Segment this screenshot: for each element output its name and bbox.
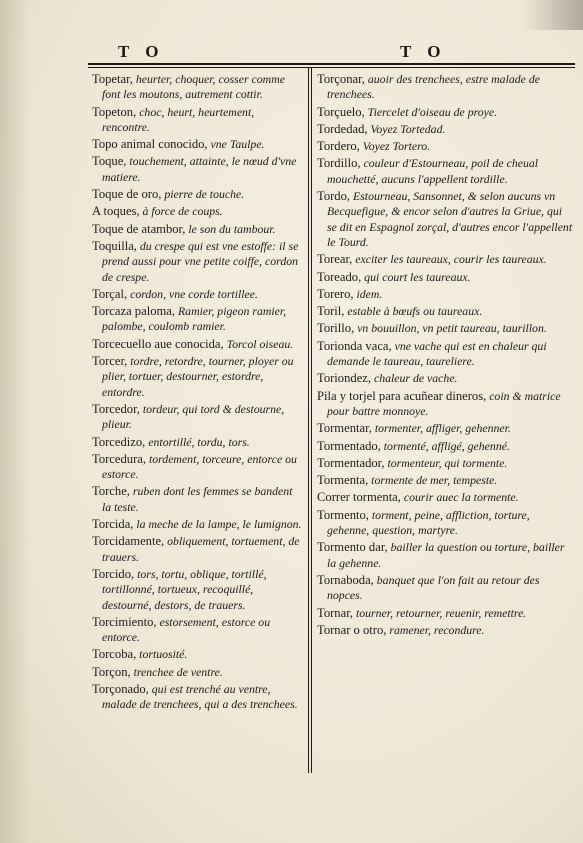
column-divider	[308, 68, 309, 773]
entry-headword: Torçuelo,	[317, 104, 365, 119]
entry-headword: Torcaza paloma,	[92, 304, 176, 319]
entry-headword: Torcedura,	[92, 451, 147, 466]
dictionary-entry	[92, 534, 304, 565]
entry-headword: Topetar,	[92, 72, 133, 86]
entry-definition: ruben dont les femmes se bandent la teste.	[102, 484, 293, 514]
entry-headword: Correr tormenta,	[317, 490, 401, 505]
dictionary-entry	[92, 72, 304, 103]
entry-headword: Torcoba,	[92, 647, 137, 662]
entry-definition: tors, tortu, oblique, tortillé, tortillonné, tortueux, recoquillé, destourné, destors, de trauers.	[102, 566, 267, 612]
dictionary-entry	[92, 665, 304, 680]
entry-definition: tordre, retordre, tourner, ployer ou plier, tortuer, destourner, estordre, entordre.	[102, 354, 294, 399]
entry-definition: heurter, choquer, cosser comme font les moutons, autrement cottir.	[102, 72, 285, 102]
entry-definition: trenchee de ventre.	[130, 664, 223, 679]
dictionary-entry	[92, 304, 304, 335]
dictionary-entry	[92, 337, 304, 352]
entry-definition: pierre de touche.	[161, 187, 245, 202]
dictionary-entry	[317, 490, 573, 505]
dictionary-entry	[317, 304, 573, 319]
dictionary-entry	[92, 137, 304, 152]
entry-headword: Torcimiento,	[92, 614, 157, 629]
entry-headword: A toques,	[92, 204, 140, 219]
entry-definition: torment, peine, affliction, torture, gehenne, question, martyre.	[327, 507, 530, 538]
entry-headword: Tornaboda,	[317, 572, 374, 587]
entry-headword: Torillo,	[317, 321, 355, 336]
entry-definition: estorsement, estorce ou entorce.	[102, 614, 271, 645]
dictionary-entry	[92, 615, 304, 646]
entry-headword: Torçon,	[92, 664, 131, 679]
entry-definition: Voyez Tortero.	[359, 139, 431, 154]
entry-definition: tordeur, qui tord & destourne, plieur.	[102, 401, 285, 432]
entry-definition: qui court les taureaux.	[361, 269, 471, 284]
dictionary-entry	[317, 122, 573, 137]
dictionary-entry	[92, 435, 304, 450]
entry-headword: Torche,	[92, 484, 130, 499]
entry-headword: Topo animal conocido,	[92, 137, 208, 152]
dictionary-entry	[92, 222, 304, 237]
entry-headword: Torçonar,	[317, 72, 365, 86]
entry-definition: idem.	[353, 286, 383, 301]
dictionary-entry	[317, 339, 573, 370]
entry-headword: Toque,	[92, 154, 127, 169]
dictionary-entry	[317, 72, 573, 103]
entry-headword: Tornar,	[317, 605, 354, 620]
entry-headword: Torcido,	[92, 566, 135, 581]
dictionary-entry	[317, 389, 573, 420]
right-column	[317, 72, 573, 640]
entry-headword: Toque de oro,	[92, 187, 162, 202]
dictionary-entry	[317, 156, 573, 187]
dictionary-entry	[317, 606, 573, 621]
entry-definition: obliquement, tortuement, de trauers.	[102, 534, 300, 564]
entry-definition: Estourneau, Sansonnet, & selon aucuns vn Becquefigue, & encor selon d'autres la Griue, qui se dit en Espagnol zorçal, d'autres encor l'appellent le Tourd.	[327, 189, 573, 249]
dictionary-entry	[92, 239, 304, 285]
entry-definition: vne Taulpe.	[207, 137, 265, 152]
entry-definition: bailler la question ou torture, bailler la gehenne.	[327, 540, 565, 570]
entry-definition: du crespe qui est vne estoffe: il se prend aussi pour vne petite coiffe, cordon de crespe.	[102, 238, 299, 284]
dictionary-entry	[317, 573, 573, 604]
entry-definition: Tiercelet d'oiseau de proye.	[364, 104, 498, 119]
entry-definition: estable à bœufs ou taureaux.	[344, 304, 483, 319]
dictionary-entry	[317, 473, 573, 488]
dictionary-entry	[92, 105, 304, 136]
entry-definition: tordement, torceure, entorce ou estorce.	[102, 451, 297, 482]
entry-headword: Toque de atambor,	[92, 221, 186, 236]
dictionary-entry	[92, 517, 304, 532]
entry-headword: Tormentado,	[317, 438, 381, 453]
dictionary-entry	[317, 623, 573, 638]
entry-headword: Tormentar,	[317, 421, 372, 436]
entry-definition: couleur d'Estourneau, poil de cheual mouchetté, aucuns l'appellent tordille.	[327, 156, 539, 186]
entry-headword: Tordero,	[317, 139, 360, 154]
entry-definition: tourner, retourner, reuenir, remettre.	[353, 605, 527, 620]
entry-definition: à force de coups.	[139, 204, 223, 219]
entry-headword: Topeton,	[92, 104, 137, 119]
dictionary-entry	[317, 456, 573, 471]
dictionary-entry	[317, 252, 573, 267]
dictionary-entry	[317, 371, 573, 386]
entry-headword: Torçal,	[92, 286, 128, 301]
entry-headword: Tormenta,	[317, 473, 369, 488]
entry-definition: courir auec la tormente.	[400, 490, 519, 505]
entry-definition: coin & matrice pour battre monnoye.	[327, 388, 561, 418]
entry-definition: entortillé, tordu, tors.	[145, 434, 250, 449]
dictionary-entry	[92, 154, 304, 185]
header-rule	[88, 63, 575, 65]
entry-definition: chaleur de vache.	[371, 371, 458, 386]
dictionary-entry	[317, 439, 573, 454]
entry-definition: tormenté, affligé, gehenné.	[380, 438, 510, 453]
dictionary-entry	[317, 540, 573, 571]
entry-definition: ramener, recondure.	[386, 622, 485, 637]
entry-headword: Tornar o otro,	[317, 622, 387, 637]
corner-shadow	[523, 0, 583, 30]
entry-definition: touchement, attainte, le nœud d'vne matiere.	[102, 154, 297, 184]
entry-headword: Toril,	[317, 304, 345, 319]
entry-definition: Voyez Tortedad.	[367, 121, 446, 136]
entry-headword: Tordedad,	[317, 121, 368, 136]
header-left: T O	[118, 42, 165, 61]
dictionary-entry	[317, 189, 573, 250]
entry-headword: Tormentador,	[317, 455, 385, 470]
dictionary-entry	[92, 402, 304, 433]
entry-definition: la meche de la lampe, le lumignon.	[133, 517, 302, 532]
entry-headword: Toreado,	[317, 269, 362, 284]
entry-definition: exciter les taureaux, courir les taureaux.	[352, 252, 547, 267]
dictionary-entry	[317, 508, 573, 539]
entry-definition: vn bouuillon, vn petit taureau, taurillon.	[354, 321, 547, 336]
entry-headword: Tormento dar,	[317, 540, 388, 555]
entry-headword: Torcer,	[92, 354, 128, 369]
header-rule-thin	[88, 67, 575, 68]
left-column	[92, 72, 304, 715]
entry-definition: qui est trenché au ventre, malade de trenchees, qui a des trenchees.	[102, 681, 298, 712]
dictionary-entry	[92, 567, 304, 613]
dictionary-entry	[317, 321, 573, 336]
dictionary-entry	[317, 270, 573, 285]
entry-headword: Torcida,	[92, 517, 134, 532]
entry-headword: Pila y torjel para acuñear dineros,	[317, 388, 487, 403]
dictionary-entry	[317, 139, 573, 154]
entry-definition: tormenteur, qui tormente.	[384, 455, 508, 470]
entry-definition: vne vache qui est en chaleur qui demande le taureau, taureliere.	[327, 338, 547, 369]
entry-definition: le son du tambour.	[185, 221, 276, 236]
entry-definition: Torcol oiseau.	[223, 336, 294, 351]
entry-definition: cordon, vne corde tortillee.	[127, 286, 258, 301]
running-header	[88, 44, 575, 60]
entry-headword: Tordo,	[317, 189, 351, 204]
entry-headword: Torionda vaca,	[317, 338, 392, 353]
entry-headword: Toquilla,	[92, 238, 137, 253]
entry-headword: Torcidamente,	[92, 534, 165, 549]
entry-definition: auoir des trenchees, estre malade de trenchees.	[327, 72, 540, 102]
dictionary-entry	[92, 452, 304, 483]
entry-headword: Torero,	[317, 286, 354, 301]
entry-definition: tormenter, affliger, gehenner.	[371, 421, 511, 436]
entry-headword: Torçonado,	[92, 681, 149, 696]
entry-definition: tortuosité.	[136, 647, 188, 662]
entry-definition: Ramier, pigeon ramier, palombe, coulomb ramier.	[102, 304, 287, 334]
dictionary-entry	[317, 421, 573, 436]
binding-shadow	[0, 0, 30, 843]
entry-definition: tormente de mer, tempeste.	[368, 473, 498, 488]
entry-headword: Torcecuello aue conocida,	[92, 336, 224, 351]
entry-headword: Tormento,	[317, 507, 369, 522]
dictionary-entry	[92, 287, 304, 302]
dictionary-entry	[317, 105, 573, 120]
entry-headword: Toriondez,	[317, 371, 372, 386]
dictionary-entry	[92, 484, 304, 515]
dictionary-entry	[92, 187, 304, 202]
entry-headword: Tordillo,	[317, 156, 361, 171]
entry-headword: Torcedor,	[92, 401, 140, 416]
entry-definition: choc, heurt, heurtement, rencontre.	[102, 104, 255, 134]
entry-definition: banquet que l'on fait au retour des nopces.	[327, 572, 540, 603]
column-divider-inner	[311, 68, 312, 773]
dictionary-entry	[92, 204, 304, 219]
entry-headword: Torcedizo,	[92, 434, 146, 449]
dictionary-entry	[92, 354, 304, 400]
entry-headword: Torear,	[317, 252, 353, 267]
dictionary-entry	[92, 682, 304, 713]
dictionary-entry	[92, 647, 304, 662]
header-right: T O	[400, 42, 447, 61]
dictionary-entry	[317, 287, 573, 302]
